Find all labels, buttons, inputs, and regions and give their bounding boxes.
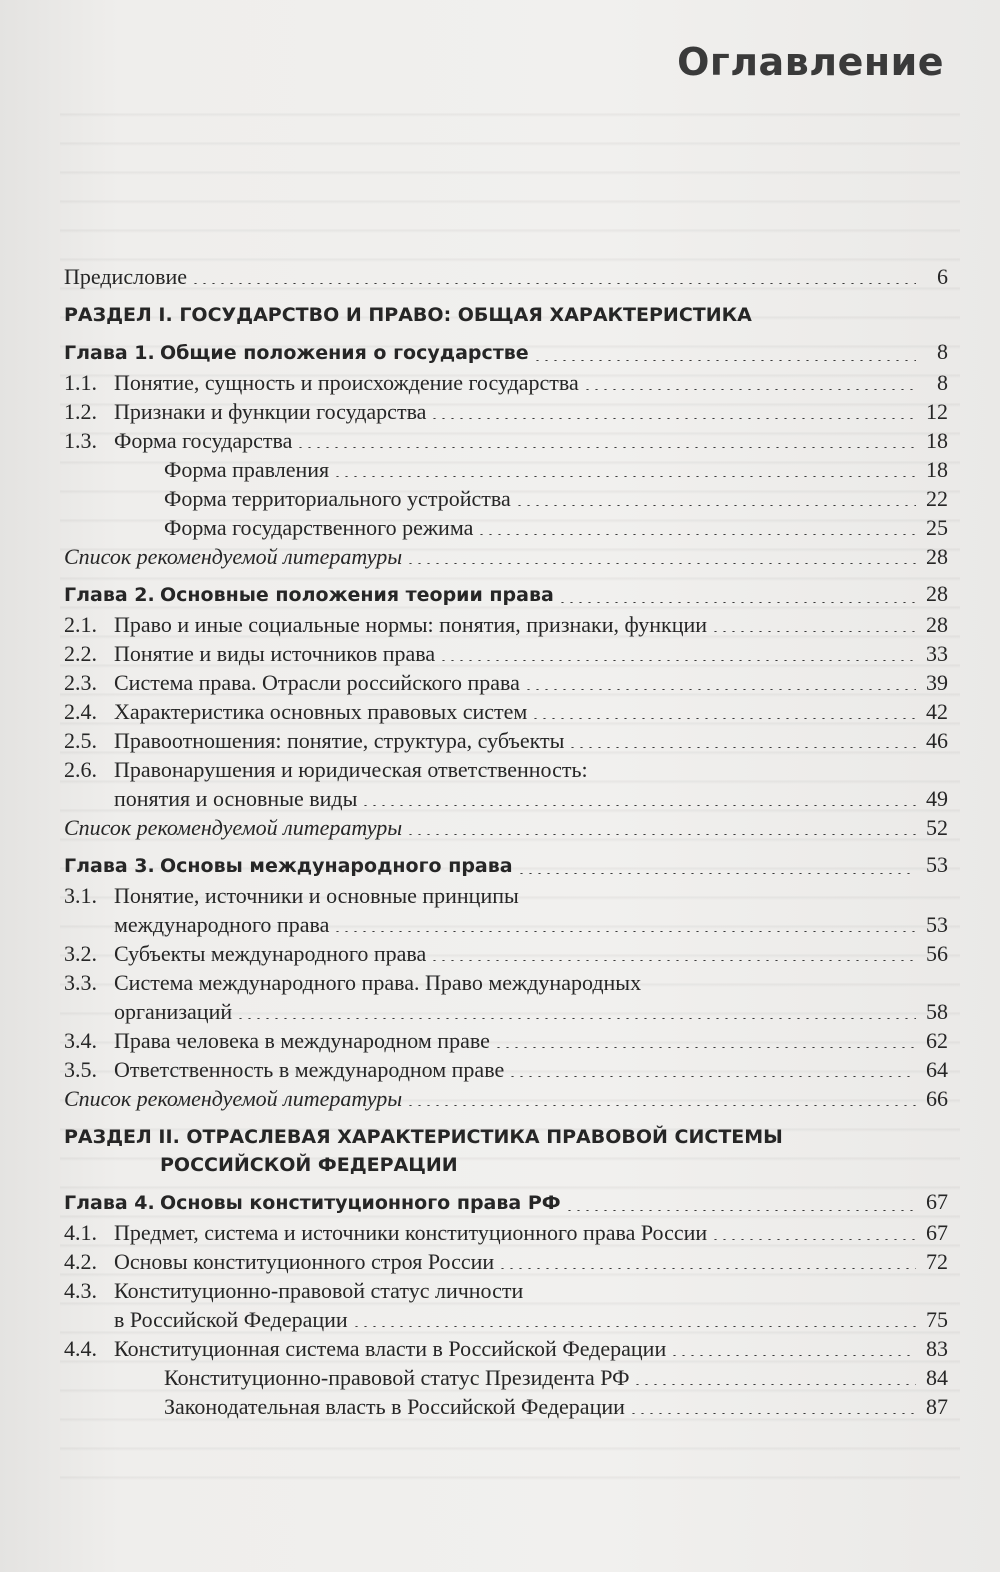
toc-section-row <box>64 881 948 939</box>
page-number: 66 <box>926 1086 948 1111</box>
section-number: 4.3. <box>64 1278 97 1303</box>
dot-leader <box>524 689 916 690</box>
dot-leader <box>494 1047 916 1048</box>
chapter-title: Основы конституционного права РФ <box>160 1192 561 1214</box>
toc-chapter-row <box>64 1187 948 1218</box>
chapter-title: Общие положения о государстве <box>160 342 529 364</box>
page-number: 53 <box>926 852 948 877</box>
page-number: 22 <box>926 486 948 511</box>
section-number: 1.2. <box>64 399 97 424</box>
section-title: Правоотношения: понятие, структура, субъекты <box>114 728 565 753</box>
section-title-line1: Понятие, источники и основные принципы <box>114 883 519 908</box>
page-number: 49 <box>926 786 948 811</box>
page-number: 33 <box>926 641 948 666</box>
dot-leader <box>565 1210 916 1211</box>
page-number: 25 <box>926 515 948 540</box>
sub-title: Форма государственного режима <box>164 515 474 540</box>
dot-leader <box>517 873 916 874</box>
dot-leader <box>352 1326 916 1327</box>
sub-title: Форма территориального устройства <box>164 486 511 511</box>
toc-sub-row <box>64 1392 948 1421</box>
toc-lit-row <box>64 1084 948 1113</box>
section-title-line1: Конституционно-правовой статус личности <box>114 1278 524 1303</box>
section-title: Форма государства <box>114 428 293 453</box>
part-title-line2: РОССИЙСКОЙ ФЕДЕРАЦИИ <box>160 1154 458 1176</box>
dot-leader <box>430 418 916 419</box>
toc-section-row <box>64 426 948 455</box>
toc-section-row <box>64 610 948 639</box>
section-title-block <box>114 755 948 813</box>
section-title-line2: международного права <box>114 912 330 937</box>
toc-sub-row <box>64 513 948 542</box>
dot-leader <box>558 602 916 603</box>
toc-sub-row <box>64 484 948 513</box>
dot-leader <box>477 534 916 535</box>
section-number: 2.3. <box>64 670 97 695</box>
toc-lit-row <box>64 542 948 571</box>
section-number: 2.6. <box>64 757 97 782</box>
section-title-block <box>114 881 948 939</box>
section-title: Основы конституционного строя России <box>114 1249 495 1274</box>
toc-plain-row <box>64 262 948 291</box>
page-number: 6 <box>937 264 948 289</box>
toc-section-row <box>64 697 948 726</box>
section-title-line2: организаций <box>114 999 233 1024</box>
dot-leader <box>533 360 916 361</box>
toc-sub-row <box>64 455 948 484</box>
part-title: РАЗДЕЛ I. ГОСУДАРСТВО И ПРАВО: ОБЩАЯ ХАРАКТЕРИСТИКА <box>64 304 752 326</box>
page-number: 58 <box>926 999 948 1024</box>
toc-section-row <box>64 1247 948 1276</box>
page-number: 8 <box>937 370 948 395</box>
chapter-number: Глава 1. <box>64 342 155 364</box>
toc-chapter-row <box>64 850 948 881</box>
dot-leader <box>633 1384 916 1385</box>
section-title: Право и иные социальные нормы: понятия, признаки, функции <box>114 612 708 637</box>
dot-leader <box>583 389 916 390</box>
chapter-number: Глава 4. <box>64 1192 155 1214</box>
section-title: Система права. Отрасли российского права <box>114 670 520 695</box>
section-number: 3.5. <box>64 1057 97 1082</box>
toc-section-row <box>64 939 948 968</box>
section-title: Понятие и виды источников права <box>114 641 436 666</box>
lit-title: Список рекомендуемой литературы <box>64 815 403 840</box>
page-number: 67 <box>926 1220 948 1245</box>
section-number: 4.1. <box>64 1220 97 1245</box>
dot-leader <box>406 834 916 835</box>
dot-leader <box>296 447 916 448</box>
page-number: 28 <box>926 544 948 569</box>
section-title: Понятие, сущность и происхождение государства <box>114 370 579 395</box>
chapter-number: Глава 2. <box>64 584 155 606</box>
page-number: 39 <box>926 670 948 695</box>
section-number: 2.4. <box>64 699 97 724</box>
page-title: Оглавление <box>677 40 944 84</box>
toc-section-row <box>64 1218 948 1247</box>
section-number: 2.2. <box>64 641 97 666</box>
section-title-line2-row <box>114 997 948 1026</box>
page-number: 28 <box>926 581 948 606</box>
section-title: Признаки и функции государства <box>114 399 427 424</box>
page-number: 87 <box>926 1394 948 1419</box>
section-number: 1.3. <box>64 428 97 453</box>
toc-lit-row <box>64 813 948 842</box>
dot-leader <box>406 563 916 564</box>
section-title-line1: Система международного права. Право международных <box>114 970 642 995</box>
sub-title: Конституционно-правовой статус Президента РФ <box>164 1365 630 1390</box>
dot-leader <box>430 960 916 961</box>
sub-title: Законодательная власть в Российской Федерации <box>164 1394 625 1419</box>
section-number: 3.3. <box>64 970 97 995</box>
section-number: 2.5. <box>64 728 97 753</box>
chapter-title: Основы международного права <box>160 855 513 877</box>
page-number: 53 <box>926 912 948 937</box>
dot-leader <box>711 1239 916 1240</box>
toc-part-heading <box>64 1123 948 1179</box>
section-title: Предмет, система и источники конституционного права России <box>114 1220 708 1245</box>
section-title: Характеристика основных правовых систем <box>114 699 528 724</box>
toc-section-row <box>64 755 948 813</box>
toc-sub-row <box>64 1363 948 1392</box>
page-number: 18 <box>926 428 948 453</box>
dot-leader <box>333 476 916 477</box>
page-number: 64 <box>926 1057 948 1082</box>
toc-section-row <box>64 668 948 697</box>
page-number: 52 <box>926 815 948 840</box>
page-number: 42 <box>926 699 948 724</box>
page-number: 62 <box>926 1028 948 1053</box>
dot-leader <box>191 283 916 284</box>
dot-leader <box>333 931 916 932</box>
section-title-line2-row <box>114 910 948 939</box>
page-number: 28 <box>926 612 948 637</box>
toc-section-row <box>64 639 948 668</box>
section-title-block <box>114 968 948 1026</box>
chapter-title: Основные положения теории права <box>160 584 554 606</box>
section-title-block <box>114 1276 948 1334</box>
section-number: 2.1. <box>64 612 97 637</box>
dot-leader <box>361 805 916 806</box>
toc-section-row <box>64 1276 948 1334</box>
page-number: 67 <box>926 1189 948 1214</box>
section-title: Конституционная система власти в Российской Федерации <box>114 1336 667 1361</box>
plain-title: Предисловие <box>64 264 187 289</box>
section-number: 4.4. <box>64 1336 97 1361</box>
section-number: 3.1. <box>64 883 97 908</box>
page-number: 72 <box>926 1249 948 1274</box>
section-title-line1: Правонарушения и юридическая ответственность: <box>114 757 588 782</box>
section-title-line2: понятия и основные виды <box>114 786 358 811</box>
dot-leader <box>670 1355 916 1356</box>
toc-section-row <box>64 1334 948 1363</box>
chapter-number: Глава 3. <box>64 855 155 877</box>
page-number: 75 <box>926 1307 948 1332</box>
toc-part-heading <box>64 301 948 329</box>
toc-chapter-row <box>64 579 948 610</box>
page-number: 8 <box>937 339 948 364</box>
dot-leader <box>568 747 916 748</box>
toc-section-row <box>64 368 948 397</box>
dot-leader <box>406 1105 916 1106</box>
section-number: 3.2. <box>64 941 97 966</box>
section-title-line2-row <box>114 784 948 813</box>
section-title: Права человека в международном праве <box>114 1028 490 1053</box>
toc-section-row <box>64 1055 948 1084</box>
toc-section-row <box>64 968 948 1026</box>
table-of-contents <box>64 262 948 1421</box>
section-title: Ответственность в международном праве <box>114 1057 505 1082</box>
dot-leader <box>439 660 916 661</box>
section-title: Субъекты международного права <box>114 941 427 966</box>
dot-leader <box>531 718 916 719</box>
toc-chapter-row <box>64 337 948 368</box>
toc-section-row <box>64 397 948 426</box>
page-number: 12 <box>926 399 948 424</box>
section-number: 4.2. <box>64 1249 97 1274</box>
toc-section-row <box>64 726 948 755</box>
part-title <box>64 1123 783 1179</box>
section-number: 1.1. <box>64 370 97 395</box>
lit-title: Список рекомендуемой литературы <box>64 544 403 569</box>
page-number: 83 <box>926 1336 948 1361</box>
page-number: 84 <box>926 1365 948 1390</box>
dot-leader <box>515 505 916 506</box>
page-number: 18 <box>926 457 948 482</box>
part-title-line1: РАЗДЕЛ II. ОТРАСЛЕВАЯ ХАРАКТЕРИСТИКА ПРАВОВОЙ СИСТЕМЫ <box>64 1126 783 1148</box>
section-number: 3.4. <box>64 1028 97 1053</box>
page-number: 46 <box>926 728 948 753</box>
dot-leader <box>711 631 916 632</box>
dot-leader <box>508 1076 916 1077</box>
section-title-line2: в Российской Федерации <box>114 1307 348 1332</box>
lit-title: Список рекомендуемой литературы <box>64 1086 403 1111</box>
page-number: 56 <box>926 941 948 966</box>
dot-leader <box>236 1018 916 1019</box>
section-title-line2-row <box>114 1305 948 1334</box>
dot-leader <box>498 1268 916 1269</box>
sub-title: Форма правления <box>164 457 330 482</box>
dot-leader <box>629 1413 916 1414</box>
toc-section-row <box>64 1026 948 1055</box>
